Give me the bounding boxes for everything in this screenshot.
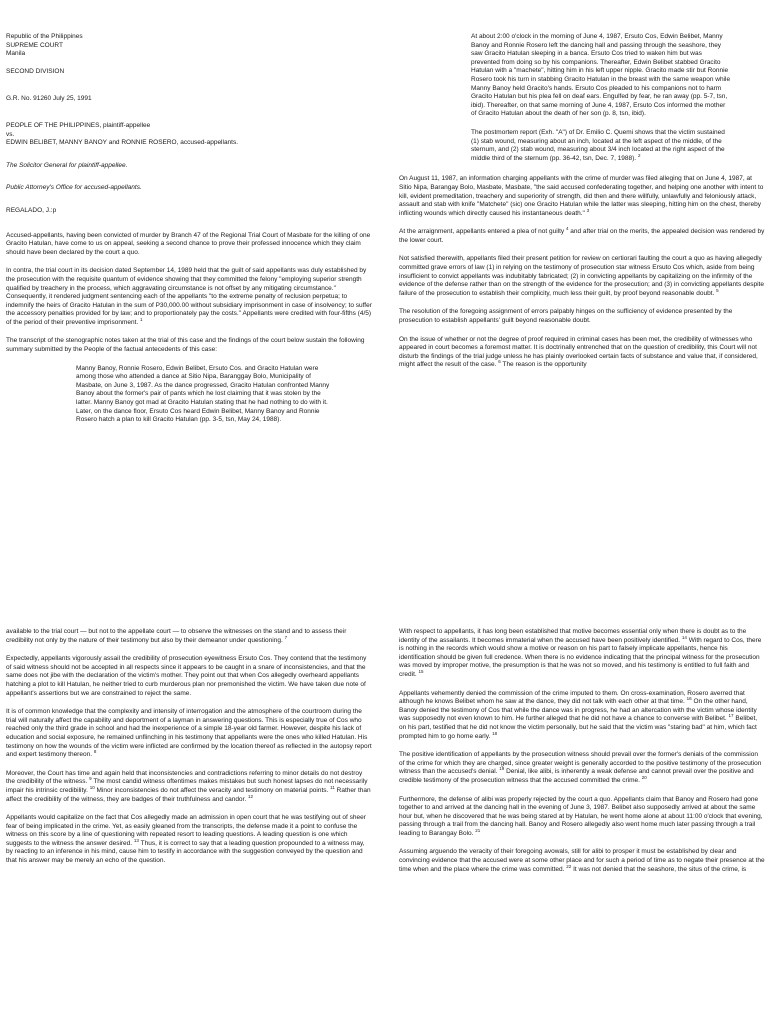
footnote-ref[interactable]: 16 bbox=[686, 696, 692, 701]
footnote-ref[interactable]: 13 bbox=[133, 837, 139, 843]
footnote-ref[interactable]: 10 bbox=[89, 784, 95, 790]
footnote-ref[interactable]: 9 bbox=[89, 776, 92, 782]
paragraph: available to the trial court — but not to the appellate court — to observe the witnesses on the stand and to assess their credibility not only by the nature of their testimony but also by their demeanor under questioning. $^7$ bbox=[6, 628, 347, 644]
page1-right-column bbox=[399, 33, 765, 593]
paragraph: On August 11, 1987, an information charging appellants with the crime of murder was filed alleging that on June 4, 1987, at Sitio Nipa, Barangay Bolo, Masbate, Masbate, "the said accused confederating together, and helping one another with intent to kill, evident premeditation, treachery and superiority of strength, did then and there willfully, unlawfully and feloniously attack, assault and stab with knife "Matchete" (sic) one Gracito Hatulan while the latter was sleeping, hitting him on the chest, thereby inflicting wounds which directly caused his instantaneous death." $^3$ bbox=[399, 175, 764, 217]
paragraph: In contra, the trial court in its decision dated September 14, 1989 held that the guilt of said appellants was duly established by the prosecution with the requisite quantum of evidence showing that they committed the felony "employing superior strength qualified by treachery in the process, which aggravating circumstance is not offset by any mitigating circumstance." Consequently, it rendered judgment sentencing each of the appellants "to the extreme penalty of reclusion perpetua; to indemnify the heirs of Gracito Hatulan in the sum of P30,000.00 without subsidiary imprisonment in case of insolvency; to suffer the accessory penalties provided for by law; and to proportionately pay the costs." Appellants were credited with four-fifths (4/5) of the period of their preventive imprisonment. $^1$ bbox=[6, 267, 372, 326]
footnote-ref[interactable]: 7 bbox=[284, 634, 288, 640]
footnote-ref[interactable]: 18 bbox=[492, 730, 498, 736]
paragraph: Appellants vehemently denied the commission of the crime imputed to them. On cross-examination, Rosero averred that although he knows Belibet whom he saw at the dance, they did not talk with each other at that time. $^{16}$ On the other hand, Banoy denied the testimony of Cos that while the dance was in progress, he had an altercation with the victim whose identity was supposedly not even known to him. He further alleged that he did not have a chance to converse with Belibet. $^{17}$ Belibet, on his part, testified that he did not know the victim personally, but he said that the victim was "staring bad" at him, which fact prompted him to go home early. $^{18}$ bbox=[399, 689, 758, 740]
paragraph: At the arraignment, appellants entered a plea of not guilty $^4$ and after trial on the merits, the appealed decision was rendered by the lower court. bbox=[399, 226, 765, 244]
footnote-ref[interactable]: 22 bbox=[566, 863, 572, 869]
paragraph: Not satisfied therewith, appellants filed their present petition for review on certiorari faulting the court a quo as having allegedly committed grave errors of law (1) in relying on the testimony of prosecution star witness Ersuto Cos which, aside from being insufficient to convict appellants was indubitably fabricated; (2) in convicting appellants by capitalizing on the infirmity of the evidence of the defense rather than on the strength of the evidence for the prosecution; and (3) in convicting appellants despite failure of the prosecution to establish their complicity, much less their guilt, by proof beyond reasonable doubt. $^5$ bbox=[399, 255, 764, 297]
footnote-ref[interactable]: 15 bbox=[418, 668, 424, 674]
page1-left-column bbox=[6, 33, 372, 593]
republic-heading: Republic of the Philippines bbox=[6, 33, 83, 40]
footnote-ref[interactable]: 11 bbox=[330, 784, 335, 790]
counsel-accused: Public Attorney's Office for accused-appellants. bbox=[6, 184, 142, 192]
footnote-ref[interactable]: 8 bbox=[93, 748, 97, 754]
paragraph: Assuming arguendo the veracity of their foregoing avowals, still for alibi to prosper it must be established by clear and convincing evidence that the accused were at some other place and for such a period of time as to negate their presence at the time when and the place where the crime was committed. $^{22}$ It was not denied that the seashore, the situs of the crime, is bbox=[399, 848, 765, 873]
paragraph: It is of common knowledge that the complexity and intensity of interrogation and the atmosphere of the courtroom during the trial will naturally affect the capability and deportment of a layman in answering questions. This is especially true of Cos who reached only the third grade in school and had the inexperience of a simple 18-year old farmer. However, despite his lack of education and social exposure, he remained unflinching in his testimony that appellants were the ones who killed Hatulan. His testimony on how the wounds of the victim were inflicted are confirmed by the location thereof as reflected in the autopsy report and expert testimony thereon. $^8$ bbox=[6, 708, 372, 759]
counsel-plaintiff: The Solicitor General for plaintiff-appellee. bbox=[6, 161, 128, 169]
paragraph: Moreover, the Court has time and again held that inconsistencies and contradictions referring to minor details do not destroy the credibility of the witness. $^9$ The most candid witness oftentimes makes mistakes but such honest lapses do not necessarily impair his intrinsic credibility. $^{10}$ Minor inconsistencies do not affect the veracity and testimony on material points. $^{11}$ Rather than affect the credibility of the witness, they are badges of their truthfulness and candor. $^{12}$ bbox=[6, 769, 371, 803]
paragraph: The resolution of the foregoing assignment of errors palpably hinges on the sufficiency of evidence presented by the prosecution to establish appellants' guilt beyond reasonable doubt. bbox=[399, 308, 733, 325]
footnote-ref[interactable]: 17 bbox=[728, 713, 734, 719]
paragraph: With respect to appellants, it has long been established that motive becomes essential only when there is doubt as to the identity of the assailants. It becomes immaterial when the accused have been positively identified. $^{14}$ With regard to Cos, there is nothing in the records which would show a motive or reason on his part to falsely implicate appellants, hence his identification should be given full credence. When there is no evidence indicating that the principal witness for the prosecution was moved by improper motive, the presumption is that he was not so moved, and his testimony is entitled to full faith and credit. $^{15}$ bbox=[399, 628, 762, 678]
page2-right-column bbox=[399, 628, 765, 1022]
block-quote: Manny Banoy, Ronnie Rosero, Edwin Belibet, Ersuto Cos. and Gracito Hatulan were among those who attended a dance at Sitio Nipa, Baranggay Bolo, Municipality of Masbate, on June 3, 1987. As the dance progressed, Gracito Hatulan confronted Manny Banoy about the former's pair of pants which he lost claiming that it was stolen by the latter. Manny Banoy got mad at Gracito Hatulan stating that he had nothing to do with it. Later, on the dance floor, Ersuto Cos heard Edwin Belibet, Manny Banoy and Ronnie Rosero hatch a plan to kill Gracito Hatulan (pp. 3-5, tsn, May 24, 1988). bbox=[76, 364, 330, 424]
paragraph: Furthermore, the defense of alibi was properly rejected by the court a quo. Appellants claim that Banoy and Rosero had gone together to and arrived at the dancing hall in the evening of June 3, 1987. Belibet also supposedly arrived at about the same hour but, when he discovered that he was being stared at by Hatulan, he went home alone at about 11:00 o'clock that evening, passing through a trail from the dancing hall. Banoy and Rosero allegedly also went home much later passing through a trail leading to Barangay Bolo. $^{21}$ bbox=[399, 795, 763, 837]
paragraph: On the issue of whether or not the degree of proof required in criminal cases has been met, the credibility of witnesses who appeared in court becomes a foremost matter. It is doctrinally entrenched that on the question of credibility, this Court will not disturb the findings of the trial judge unless he has plainly overlooked certain facts of substance and value that, if considered, might affect the result of the case. $^6$ The reason is the opportunity bbox=[399, 335, 758, 369]
footnote-ref[interactable]: 19 bbox=[499, 766, 505, 772]
footnote-ref[interactable]: 20 bbox=[641, 774, 647, 780]
case-number: G.R. No. 91260 July 25, 1991 bbox=[6, 95, 92, 103]
division-heading: SECOND DIVISION bbox=[6, 67, 65, 75]
footnote-ref[interactable]: 14 bbox=[681, 634, 687, 640]
footnote-ref[interactable]: 6 bbox=[498, 359, 501, 365]
ponente: REGALADO, J.:p bbox=[6, 206, 57, 214]
case-party-plaintiff: PEOPLE OF THE PHILIPPINES, plaintiff-appellee bbox=[6, 121, 151, 129]
paragraph: At about 2:00 o'clock in the morning of June 4, 1987, Ersuto Cos, Edwin Belibet, Manny Banoy and Ronnie Rosero left the dancing hall and passing through the seashore, they saw Gracito Hatulan sleeping in a banca. Ersuto Cos tried to waken him but was prevented from doing so by his companions. Thereafter, Edwin Belibet stabbed Gracito Hatulan with a "machete", hitting him in his left upper nipple. Gracito made stir but Ronnie Rosero took his turn in stabbing Gracito Hatulan in the breast with the same weapon while Manny Banoy held Gracito's hands. Ersuto Cos pleaded to his companions not to harm Gracito Hatulan but his plea fell on deaf ears. Engulfed by fear, he ran away (pp. 5-7, tsn, ibid). Thereafter, on that same morning of June 4, 1987, Ersuto Cos informed the mother of Gracito Hatulan about the death of her son (p. 8, tsn, ibid). bbox=[471, 33, 731, 118]
paragraph: Accused-appellants, having been convicted of murder by Branch 47 of the Regional Trial Court of Masbate for the killing of one Gracito Hatulan, have come to us on appeal, seeking a second chance to prove their professed innocence which they claim should have been declared by the court a quo. bbox=[6, 231, 371, 256]
paragraph: The postmortem report (Exh. "A") of Dr. Emilio C. Quemi shows that the victim sustained (1) stab wound, measuring about an inch, located at the left aspect of the middle, of the sternum, and (2) stab wound, measuring about 3/4 inch located at the right aspect of the middle third of the sternum (pp. 36-42, tsn, Dec. 7, 1988). $^2$ bbox=[471, 128, 725, 162]
case-party-accused: EDWIN BELIBET, MANNY BANOY and RONNIE ROSERO, accused-appellants. bbox=[6, 139, 239, 147]
paragraph: Expectedly, appellants vigorously assail the credibility of prosecution eyewitness Ersuto Cos. They contend that the testimony of said witness should not be accepted in all respects since it appears to be caught in a snare of inconsistencies, and that the same does not jibe with the declaration of the victim's mother. They point out that when Cos allegedly overheard appellants hatching a plot to kill Hatulan, he neither tried to curb murderous plan nor premonished the victim. We have taken due note of appellant's assertions but we are constrained to reject the same. bbox=[6, 655, 367, 697]
footnote-ref[interactable]: 3 bbox=[586, 207, 590, 213]
footnote-ref[interactable]: 5 bbox=[716, 287, 719, 293]
page2-left-column bbox=[6, 628, 372, 1022]
paragraph: The positive identification of appellants by the prosecution witness should prevail over the former's denials of the commission of the crime for which they are charged, since greater weight is generally accorded to the positive testimony of the prosecution witness than the accused's denial. $^{19}$ Denial, like alibi, is inherently a weak defense and cannot prevail over the positive and credible testimony of the prosecution witness that the accused committed the crime. $^{20}$ bbox=[399, 751, 762, 784]
footnote-ref[interactable]: 4 bbox=[565, 226, 569, 232]
footnote-ref[interactable]: 12 bbox=[247, 793, 253, 799]
paragraph: The transcript of the stenographic notes taken at the trial of this case and the findings of the court below sustain the following summary submitted by the People of the factual antecedents of this case: bbox=[6, 337, 365, 354]
footnote-ref[interactable]: 21 bbox=[475, 827, 481, 833]
footnote-ref[interactable]: 2 bbox=[637, 152, 641, 158]
case-versus: vs. bbox=[6, 130, 15, 138]
paragraph: Appellants would capitalize on the fact that Cos allegedly made an admission in open court that he was testifying out of sheer fear of being implicated in the crime. Yet, as easily gleaned from the transcripts, the defense made it a point to confuse the witness on this score by a line of questioning with repeated resort to leading questions. A leading question is one which suggests to the witness the answer desired. $^{13}$ Thus, it is correct to say that a leading question propounded to a witness may, by reacting to an inference in his mind, cause him to testify in accordance with the suggestion conveyed by the question and that his answer may be merely an echo of the question. bbox=[6, 814, 366, 865]
court-heading: SUPREME COURT bbox=[6, 41, 63, 49]
footnote-ref[interactable]: 1 bbox=[140, 316, 143, 322]
city-heading: Manila bbox=[6, 50, 26, 58]
